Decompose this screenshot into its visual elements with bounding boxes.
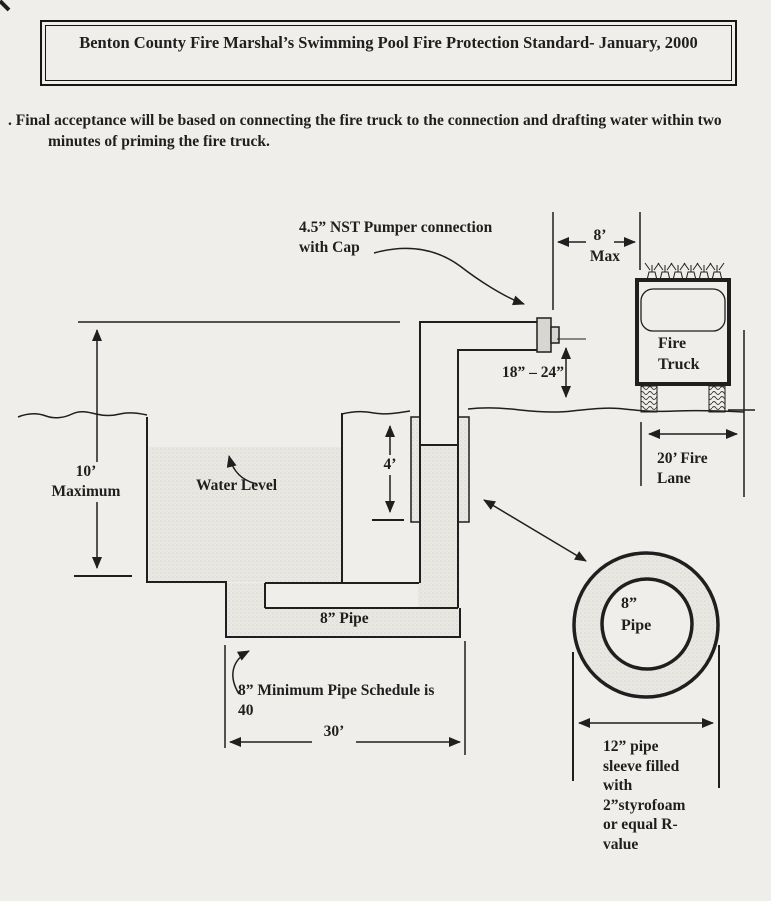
intro-paragraph: . Final acceptance will be based on connecting the fire truck to the connection and drafting water within two minutes of priming the fire truck. <box>8 112 722 150</box>
light-bar <box>645 263 724 280</box>
pipe-label: 8” Pipe <box>320 610 369 627</box>
scan-edge <box>0 901 771 906</box>
pipe-detail-label: 8” Pipe <box>621 595 652 634</box>
connection-height-label: 18” – 24” <box>478 363 564 383</box>
fire-lane-label: 20’ Fire Lane <box>657 450 708 487</box>
pumper-connection-label: 4.5” NST Pumper connection with Cap <box>299 219 493 256</box>
title-box <box>40 20 737 86</box>
max-distance-unit: Max <box>589 248 621 265</box>
sleeve-note: 12” pipe sleeve filled with 2”styrofoam or equal R- value <box>603 738 686 853</box>
fire-truck-label: Fire Truck <box>658 335 700 373</box>
pipe-schedule-note: 8” Minimum Pipe Schedule is 40 <box>238 682 435 719</box>
title-inner-border <box>45 25 732 81</box>
ground-lines <box>18 408 744 418</box>
page-title: Benton County Fire Marshal’s Swimming Pool Fire Protection Standard- January, 2000 <box>79 33 698 52</box>
scan-artifact <box>0 1 9 10</box>
max-distance-value: 8’ <box>586 226 614 246</box>
pool-depth-label: 10’ Maximum <box>44 462 128 502</box>
truck-wheels <box>641 386 725 412</box>
pipe-length-label: 30’ <box>312 722 356 746</box>
sleeve-depth-label: 4’ <box>377 455 403 475</box>
water-level-label: Water Level <box>196 477 278 494</box>
